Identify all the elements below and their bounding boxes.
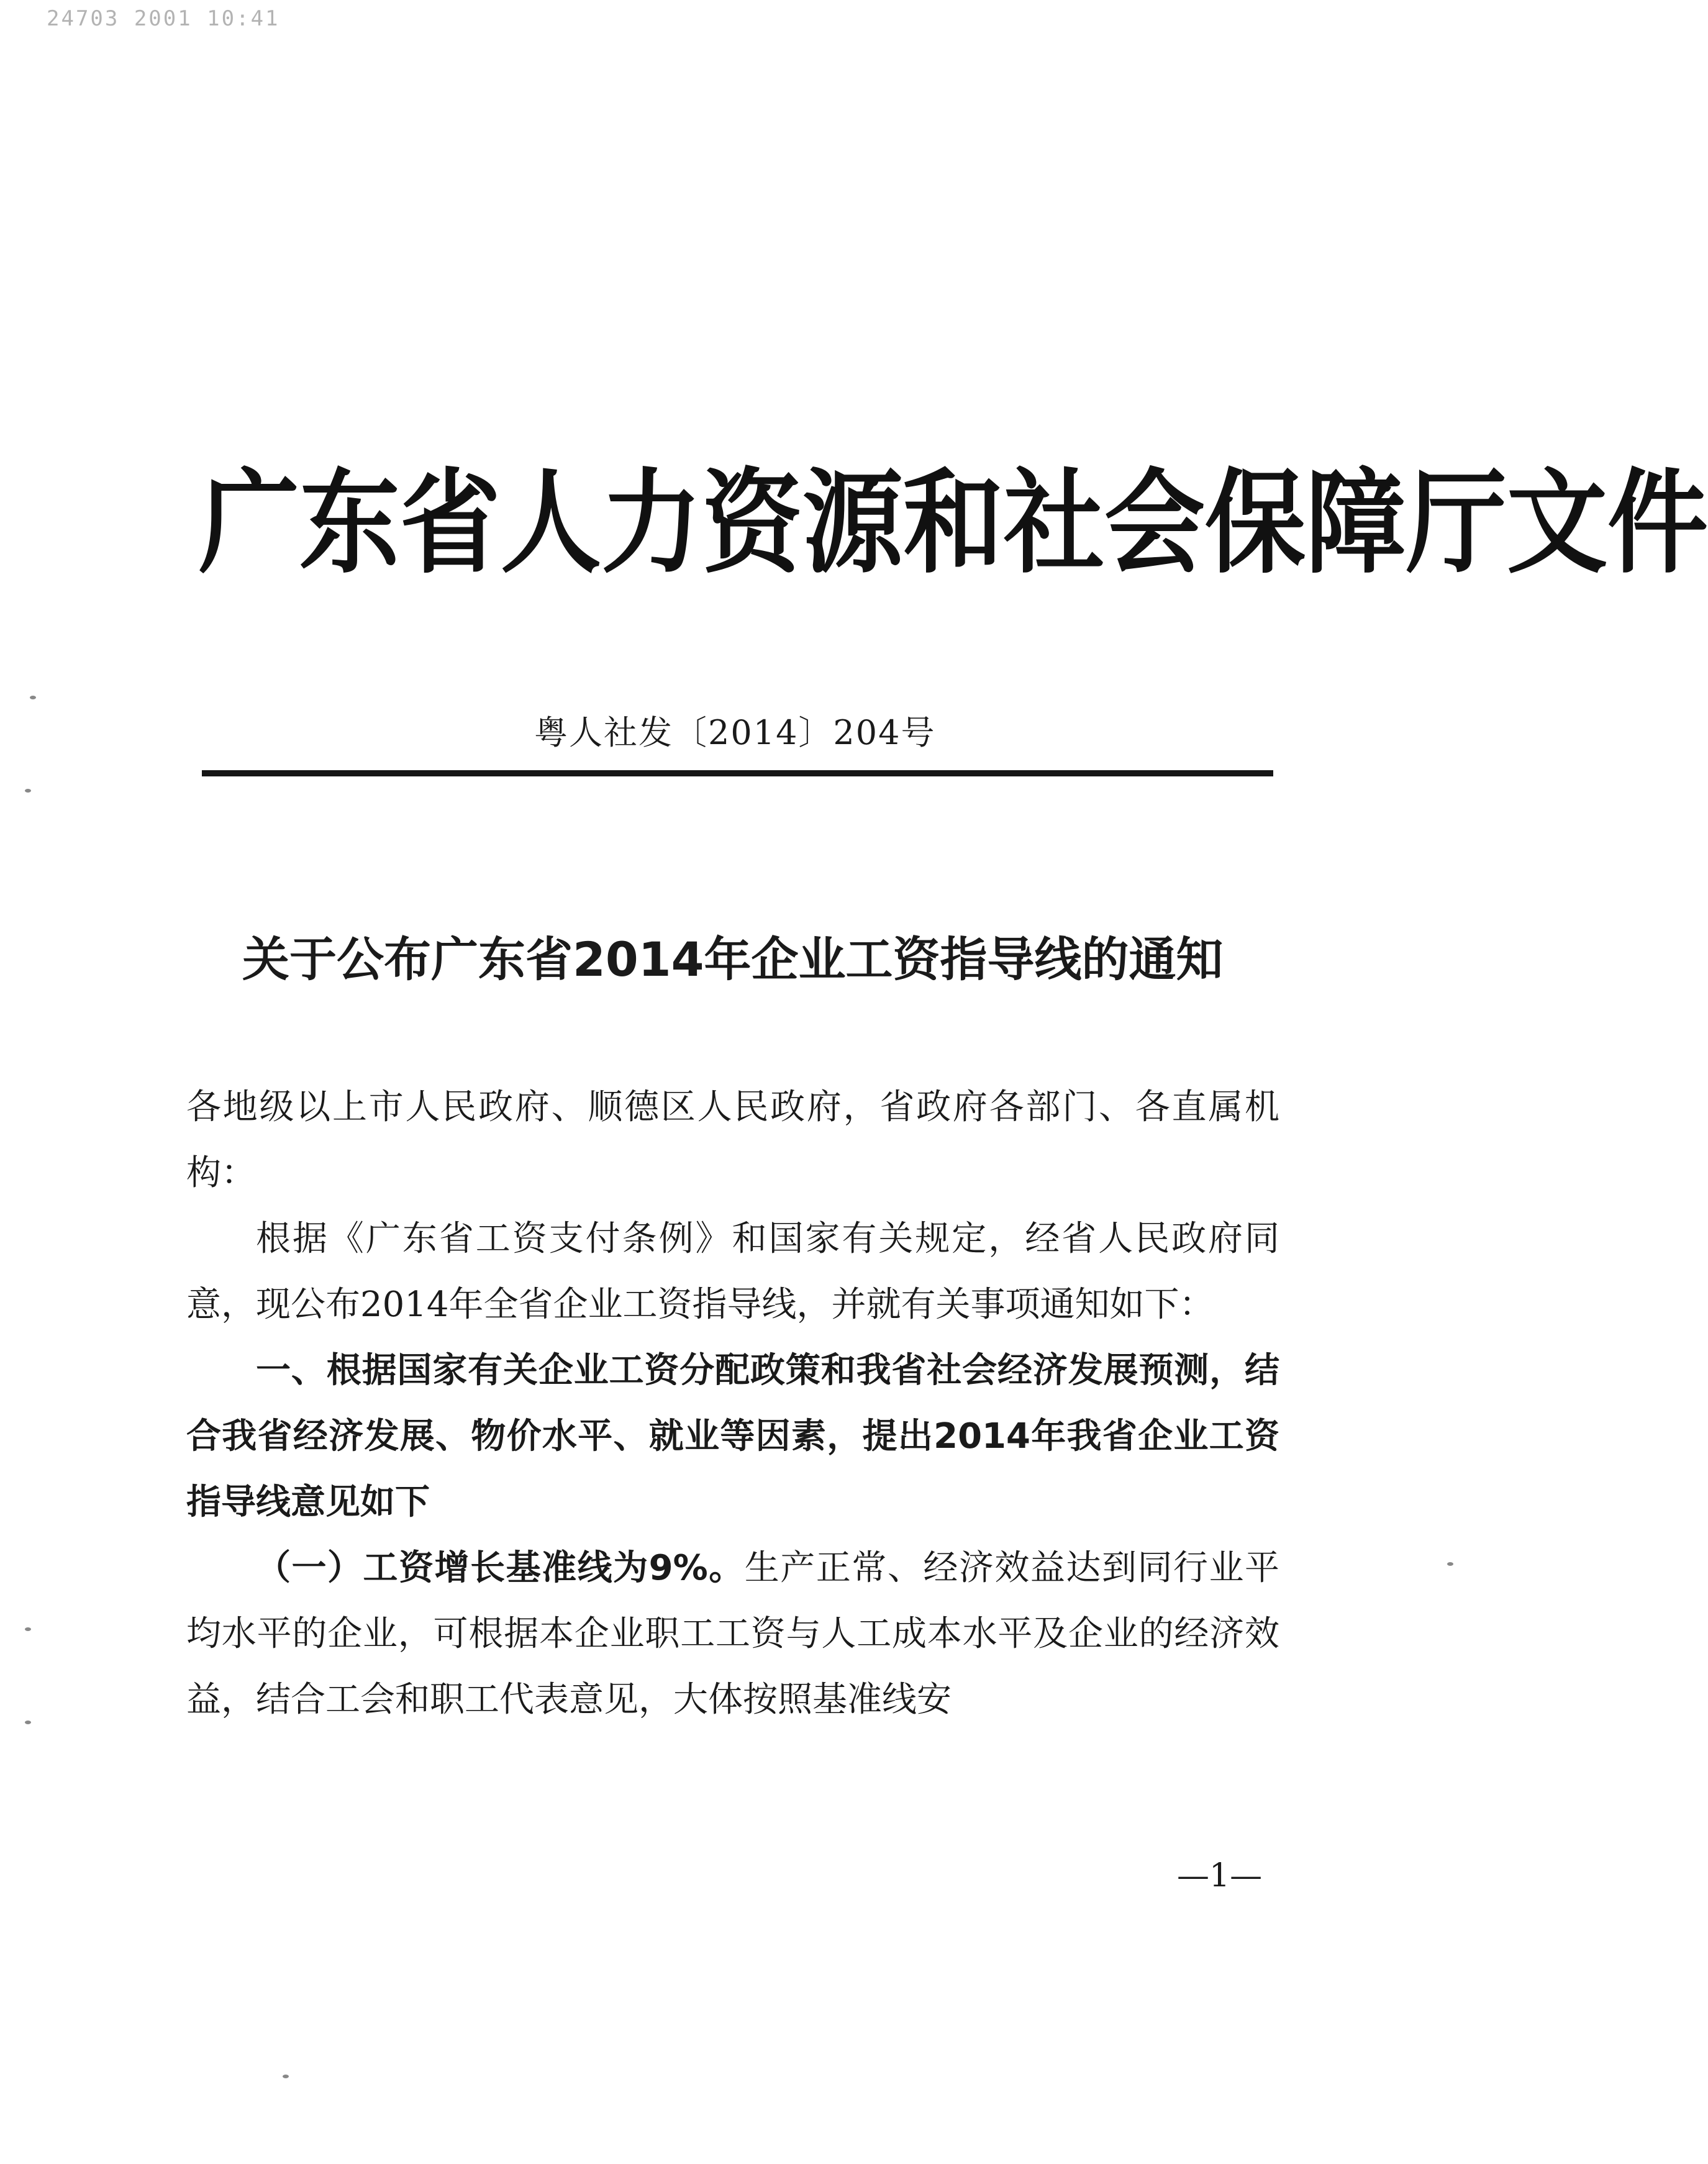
document-body [186, 1075, 1279, 1733]
scan-speck [1447, 1562, 1453, 1566]
intro-paragraph: 根据《广东省工资支付条例》和国家有关规定，经省人民政府同意，现公布2014年全省企业工资指导线，并就有关事项通知如下： [186, 1219, 1279, 1325]
recipients-paragraph: 各地级以上市人民政府、顺德区人民政府，省政府各部门、各直属机构： [186, 1087, 1279, 1193]
section-one-paragraph: 一、根据国家有关企业工资分配政策和我省社会经济发展预测，结合我省经济发展、物价水平、就业等因素，提出2014年我省企业工资指导线意见如下 [186, 1350, 1279, 1522]
document-number: 粤人社发〔2014〕204号 [534, 713, 936, 752]
fax-header-stamp: 24703 2001 10:41 [47, 6, 280, 31]
scan-speck [283, 2075, 289, 2078]
item-one-lead: （一）工资增长基准线为9%。 [256, 1548, 745, 1588]
document-title: 关于公布广东省2014年企业工资指导线的通知 [242, 932, 1224, 987]
page-number: —1— [1177, 1857, 1263, 1894]
header-divider-rule [202, 770, 1273, 776]
scan-speck [25, 1627, 31, 1631]
scan-speck [30, 696, 36, 699]
scan-speck [25, 1721, 31, 1724]
item-one-paragraph [186, 1535, 1279, 1733]
item-one-text: 生产正常、经济效益达到同行业平均水平的企业，可根据本企业职工工资与人工成本水平及企业的经济效益，结合工会和职工代表意见，大体按照基准线安 [186, 1548, 1279, 1720]
scan-speck [25, 789, 31, 793]
issuing-organization-heading: 广东省人力资源和社会保障厅文件 [199, 458, 1708, 589]
